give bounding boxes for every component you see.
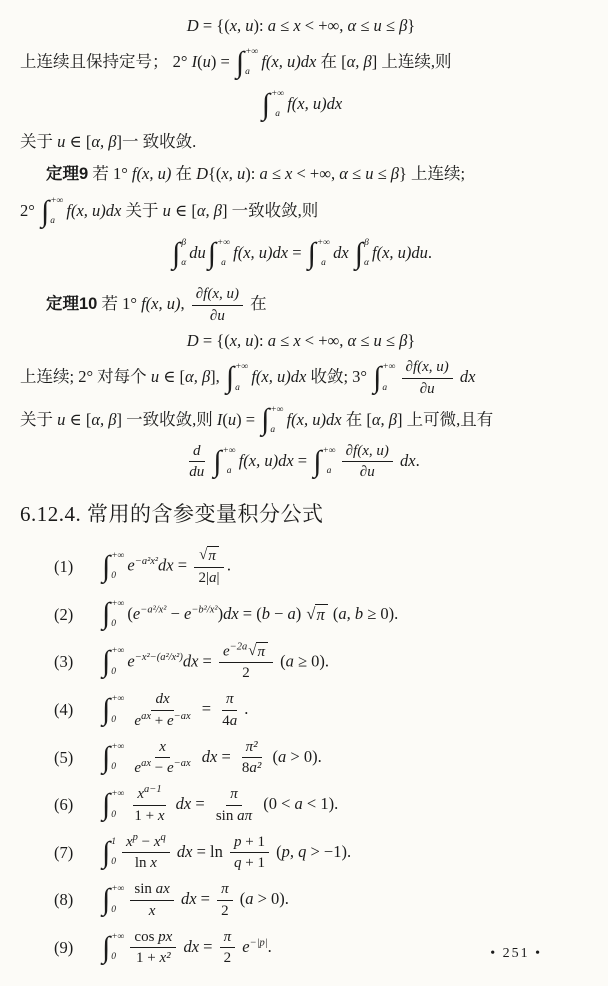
section-heading: 6.12.4. 常用的含参变量积分公式 [20,502,324,527]
formula-3 [54,642,582,684]
formula-1-label: (1) [54,556,74,576]
formula-8-label: (8) [54,890,74,910]
line-theorem9-start: 定理9 若 1° f(x, u) 在 D{(x, u): a ≤ x < +∞, α ≤ u ≤ β} 上连续; [46,163,466,183]
formula-8 [54,880,582,921]
formula-5-math: ∫ +∞ 0 $\frac{x}{e^{ax} - e^{-ax}}$ dx = $\frac{\text{π²}}{\text{8a²}}$ (a > 0). [102,738,322,777]
line-exchange-order-formula: ∫ β α du ∫ +∞ a f(x, u)dx = ∫ +∞ a dx ∫ β α f(x, u)du. [171,236,433,270]
page-number: • 251 • [490,946,542,961]
formula-1 [54,546,582,588]
formula-2-label: (2) [54,604,74,624]
formula-2 [54,595,582,635]
line-domain-def-1: D = {(x, u): a ≤ x < +∞, α ≤ u ≤ β} [186,16,416,35]
formula-1-math: ∫ +∞ 0 $e^{-a^2x^2}dx$ = √ π 2|a| . [102,547,232,586]
line-domain-def-2: D = {(x, u): a ≤ x < +∞, α ≤ u ≤ β} [186,331,416,351]
formula-9-math: ∫ +∞ 0 $\frac{\text{cos px}}{\text{1 + x²}}$ dx = $\frac{\pi}{2}$ $e^{-|p|}$. [102,928,272,967]
formula-7-math: ∫ 1 0 $\frac{x^p - x^q}{\text{ln x}}$ dx = ln $\frac{p + 1}{q + 1}$ (p, q > −1). [102,831,352,872]
formula-4-math: ∫ +∞ 0 $\frac{dx}{e^{ax} + e^{-ax}}$ = $\frac{\pi}{4a}$ . [102,691,249,729]
formula-8-math: ∫ +∞ 0 $\frac{\text{sin ax}}{x}$ dx = $\frac{\pi}{2}$ (a > 0). [102,881,289,919]
line-differentiation-formula: $\frac{d}{du}$ ∫ +∞ a f(x, u)dx = ∫ +∞ a $\frac{\partial f(x, u)}{\partial u}$ dx. [189,442,420,481]
line-uniform-convergence: 关于 u ∈ [α, β]一 致收敛. [20,131,197,151]
formula-6-label: (6) [54,795,74,815]
formula-7-label: (7) [54,842,74,862]
line-theorem10-conclusion: 关于 u ∈ [α, β] 一致收敛,则 I(u) = ∫ +∞ a f(x, u)dx 在 [α, β] 上可微,且有 [20,403,494,437]
formula-3-math: ∫ +∞ 0 $e^{-x^2-(a^2/x^2)}dx$ = $e^{-2a}$ √ π 2 (a ≥ 0). [102,641,330,682]
line-theorem9-cond2: 2° ∫ +∞ a f(x, u)dx 关于 u ∈ [α, β] 一致收敛,则 [20,194,319,228]
formula-3-label: (3) [54,652,74,672]
line-theorem10-start: 定理10 若 1° f(x, u), $\frac{\partial f(x, u)}{\partial u}$ 在 [46,285,267,324]
formula-2-math: ∫ +∞ 0 $(e^{-a^2/x^2} - e^{-b^2/x^2})dx = (b - a)$ √ π (a, b ≥ 0). [102,597,399,631]
formula-list [20,546,582,968]
formula-4 [54,690,582,731]
formula-6-math: ∫ +∞ 0 $\frac{x^{a-1}}{1 + x}$ dx = $\frac{\pi}{\text{sin aπ}}$ (0 < a < 1). [102,784,339,824]
formula-9-label: (9) [54,937,74,957]
formula-7 [54,833,582,874]
line-theorem10-cond23: 上连续; 2° 对每个 u ∈ [α, β], ∫ +∞ a f(x, u)dx 收敛; 3° ∫ +∞ a $\frac{\partial f(x, u)}{\partial u}$ dx [20,359,476,397]
formula-4-label: (4) [54,700,74,720]
line-integral-display: ∫ +∞ a f(x, u)dx [261,87,343,121]
formula-6 [54,785,582,826]
formula-5-label: (5) [54,747,74,767]
formula-5 [54,738,582,779]
line-continuity-condition: 上连续且保持定号； 2° I(u) = ∫ +∞ a f(x, u)dx 在 [α, β] 上连续,则 [20,45,452,79]
